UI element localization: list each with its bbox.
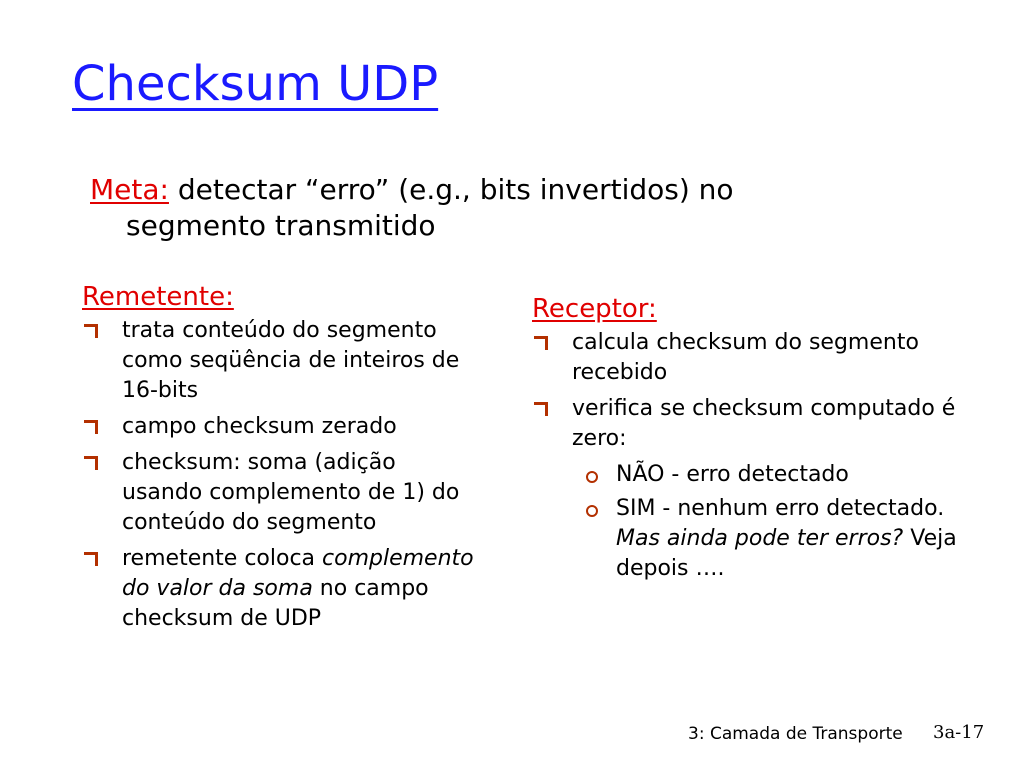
sub-bullet-text-emphasis: Mas ainda pode ter erros? (616, 526, 904, 551)
square-bullet-icon (84, 552, 98, 566)
sub-bullet-text-post: Veja depois …. (616, 526, 957, 581)
square-bullet-icon (534, 402, 548, 416)
list-item (82, 544, 482, 634)
sub-bullet-text: NÃO - erro detectado (616, 462, 849, 487)
sender-column (82, 282, 482, 640)
footer-page-number: 3a-17 (933, 722, 985, 743)
list-item (532, 394, 972, 454)
sender-heading: Remetente: (82, 282, 234, 312)
receiver-bullet-list (532, 328, 972, 454)
goal-statement (90, 172, 890, 244)
square-bullet-icon (534, 336, 548, 350)
square-bullet-icon (84, 420, 98, 434)
goal-text-line2: segmento transmitido (126, 209, 436, 242)
goal-text-line1: detectar “erro” (e.g., bits invertidos) no (168, 173, 734, 206)
goal-label: Meta: (90, 173, 169, 206)
sender-bullet-list (82, 316, 482, 634)
bullet-text: verifica se checksum computado é zero: (572, 396, 956, 451)
slide-title: Checksum UDP (72, 56, 439, 112)
bullet-text-post: no campo checksum de UDP (122, 576, 429, 631)
list-item (82, 316, 482, 406)
list-item (82, 412, 482, 442)
list-item (532, 494, 972, 584)
list-item (532, 460, 972, 490)
bullet-text: checksum: soma (adição usando complemento de 1) do conteúdo do segmento (122, 450, 460, 535)
receiver-column (532, 294, 972, 588)
list-item (82, 448, 482, 538)
list-item (532, 328, 972, 388)
sub-bullet-text-pre: SIM - nenhum erro detectado. (616, 496, 945, 521)
bullet-text-emphasis: complemento do valor da soma (122, 546, 474, 601)
bullet-text: trata conteúdo do segmento como seqüência de inteiros de 16-bits (122, 318, 460, 403)
bullet-text: calcula checksum do segmento recebido (572, 330, 919, 385)
circle-bullet-icon (586, 505, 598, 517)
footer-chapter: 3: Camada de Transporte (688, 724, 903, 744)
circle-bullet-icon (586, 471, 598, 483)
receiver-sub-bullet-list (532, 460, 972, 584)
bullet-text-pre: remetente coloca (122, 546, 323, 571)
square-bullet-icon (84, 456, 98, 470)
receiver-heading: Receptor: (532, 294, 657, 324)
bullet-text: campo checksum zerado (122, 414, 397, 439)
square-bullet-icon (84, 324, 98, 338)
